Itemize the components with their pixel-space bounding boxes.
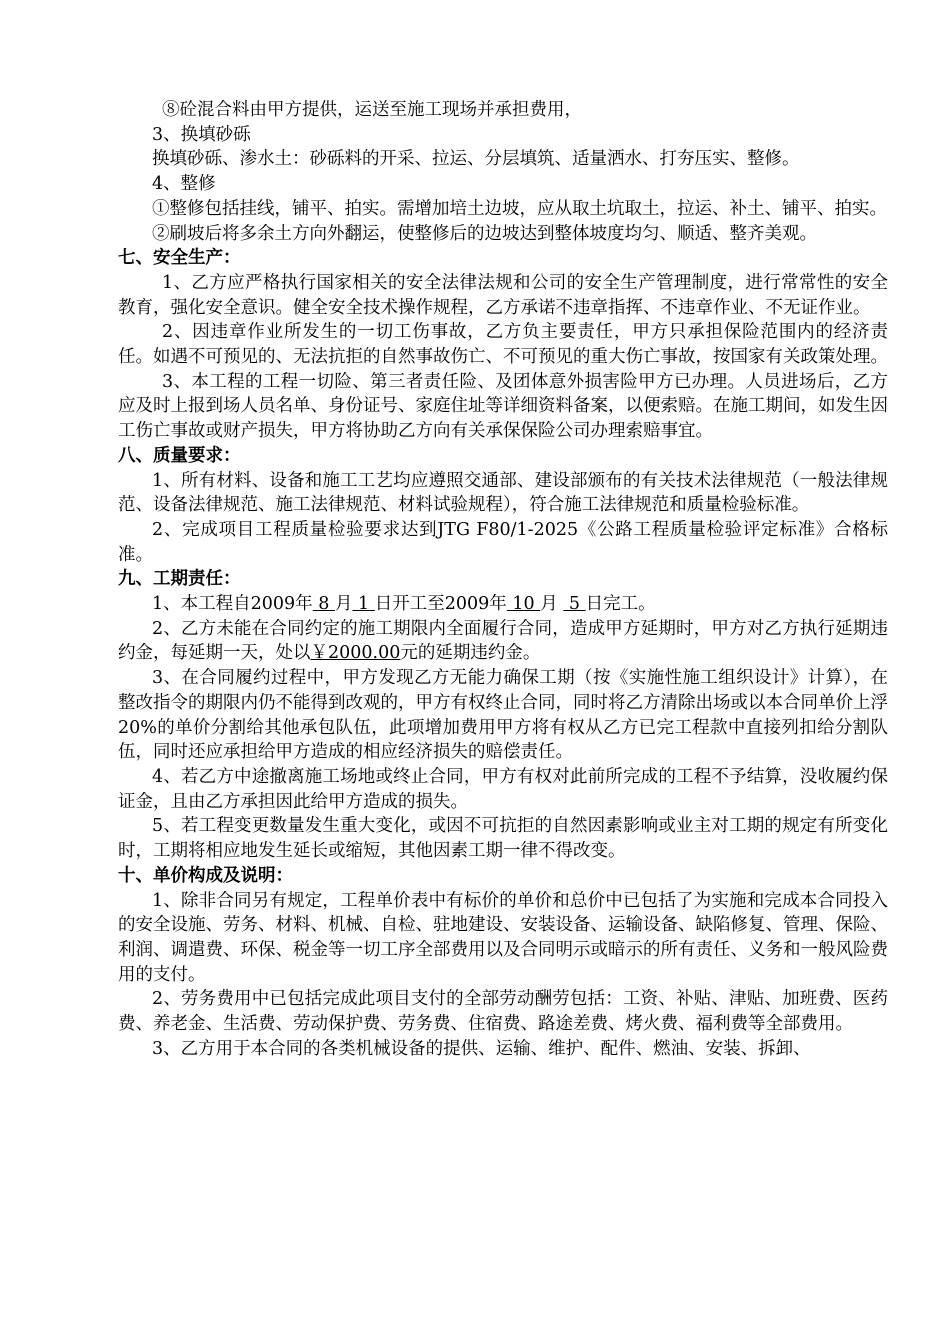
paragraph: 换填砂砾、渗水土：砂砾料的开采、拉运、分层填筑、适量洒水、打夯压实、整修。 (152, 149, 800, 170)
end-month: 10 (512, 594, 535, 615)
paragraph: ②刷坡后将多余土方向外翻运，使整修后的边坡达到整体坡度均匀、顺适、整齐美观。 (152, 223, 817, 244)
text-run: 元的延期违约金。 (400, 643, 541, 664)
text-run: 日完工。 (585, 594, 656, 615)
section-heading: 七、安全生产： (118, 248, 241, 269)
text-run: 日开工至2009年 (374, 594, 507, 615)
paragraph: 5、若工程变更数量发生重大变化，或因不可抗拒的自然因素影响或业主对工期的规定有所变化时，工期将相应地发生延长或缩短，其他因素工期一律不得改变。 (118, 816, 888, 862)
section-heading: 十、单价构成及说明： (118, 865, 293, 886)
text-run: 2、乙方未能在合同约定的施工期限内全面履行合同，造成甲方延期时，甲方对乙方执行延期违约金，每延期一天，处以 (118, 618, 888, 664)
subheading: 3、换填砂砾 (152, 124, 251, 145)
paragraph: 2、完成项目工程质量检验要求达到JTG F80/1-2025《公路工程质量检验评定标准》合格标准。 (118, 519, 888, 565)
end-day: 5 (568, 594, 581, 615)
text-run: 月 (334, 594, 353, 615)
start-day: 1 (358, 594, 370, 615)
text-run: 1、本工程自2009年 (152, 594, 313, 615)
paragraph: 1、除非合同另有规定，工程单价表中有标价的单价和总价中已包括了为实施和完成本合同投入的安全设施、劳务、材料、机械、自检、驻地建设、安装设备、运输设备、缺陷修复、管理、保险、利润、调遣费、环保、税金等一切工序全部费用以及合同明示或暗示的所有责任、义务和一般风险费用的支付。 (118, 890, 888, 985)
paragraph: ⑧砼混合料由甲方提供，运送至施工现场并承担费用， (162, 100, 582, 120)
schedule-paragraph (118, 592, 888, 617)
paragraph: 4、若乙方中途撤离施工场地或终止合同，甲方有权对此前所完成的工程不予结算，没收履约保证金，且由乙方承担因此给甲方造成的损失。 (118, 766, 888, 812)
paragraph: 2、因违章作业所发生的一切工伤事故，乙方负主要责任，甲方只承担保险范围内的经济责任。如遇不可预见的、无法抗拒的自然事故伤亡、不可预见的重大伤亡事故，按国家有关政策处理。 (118, 322, 888, 368)
paragraph: 2、劳务费用中已包括完成此项目支付的全部劳动酬劳包括：工资、补贴、津贴、加班费、医药费、养老金、生活费、劳动保护费、劳务费、住宿费、路途差费、烤火费、福利费等全部费用。 (118, 989, 888, 1035)
document-body (118, 98, 888, 1061)
paragraph: 1、所有材料、设备和施工工艺均应遵照交通部、建设部颁布的有关技术法律规范（一般法律规范、设备法律规范、施工法律规范、材料试验规程），符合施工法律规范和质量检验标准。 (118, 470, 888, 516)
paragraph: 3、本工程的工程一切险、第三者责任险、及团体意外损害险甲方已办理。人员进场后，乙方应及时上报到场人员名单、身份证号、家庭住址等详细资料备案，以便索赔。在施工期间，如发生因工伤亡事故或财产损失，甲方将协助乙方向有关承保保险公司办理索赔事宜。 (118, 371, 888, 442)
paragraph: 3、乙方用于本合同的各类机械设备的提供、运输、维护、配件、燃油、安装、拆卸、 (152, 1038, 811, 1059)
start-month: 8 (318, 594, 330, 615)
penalty-amount: ￥2000.00 (310, 643, 401, 664)
paragraph: 1、乙方应严格执行国家相关的安全法律法规和公司的安全生产管理制度，进行常常性的安全教育，强化安全意识。健全安全技术操作规程，乙方承诺不违章指挥、不违章作业、不无证作业。 (118, 272, 888, 318)
penalty-paragraph (118, 617, 888, 666)
paragraph: ①整修包括挂线，铺平、拍实。需增加培土边坡，应从取土坑取土，拉运、补土、铺平、拍实。 (152, 198, 887, 219)
section-heading: 九、工期责任： (118, 569, 241, 590)
subheading: 4、整修 (152, 174, 216, 195)
paragraph: 3、在合同履约过程中，甲方发现乙方无能力确保工期（按《实施性施工组织设计》计算），在整改指令的期限内仍不能得到改观的，甲方有权终止合同，同时将乙方清除出场或以本合同单价上浮20%的单价分割给其他承包队伍，此项增加费用甲方将有权从乙方已完工程款中直接列扣给分割队伍，同时还应承担给甲方造成的相应经济损失的赔偿责任。 (118, 668, 888, 763)
text-run: 月 (540, 594, 558, 615)
section-heading: 八、质量要求： (118, 445, 241, 466)
